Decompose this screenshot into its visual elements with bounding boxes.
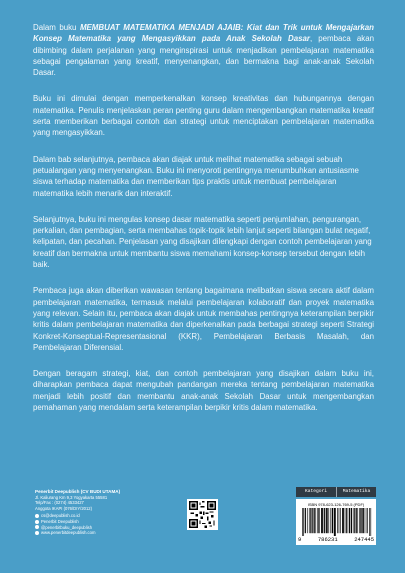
email-text: cs@deepublish.co.id [41,513,80,519]
instagram-text: @penerbitbuku_deepublish [41,524,93,530]
isbn-label: ISBN 978-623-126-769-5 (PDF) [307,502,365,507]
isbn-digit-prefix: 9 [298,536,302,543]
isbn-digits [298,536,374,543]
book-title-emphasis: MEMBUAT MATEMATIKA MENJADI AJAIB: Kiat dan Trik untuk Mengajarkan Konsep Matematika yang Mengasyikkan pada Anak Sekolah Dasar [33,23,374,44]
category-value: Matematika [342,489,371,494]
paragraph-adventure: Dalam bab selanjutnya, pembaca akan diajak untuk melihat matematika sebagai sebuah petualangan yang menyenangkan. Buku ini menyoroti pentingnya menumbuhkan antusiasme siswa terhadap matematika dan memberikan tips praktis untuk membuat pembelajaran matematika lebih menarik dan interaktif. [33,154,359,198]
globe-icon [35,531,39,535]
paragraph-conclusion: Dengan beragam strategi, kiat, dan contoh pembelajaran yang disajikan dalam buku ini, diharapkan pembaca dapat mengubah pandangan mereka tentang pembelajaran matematika menjadi lebih positif dan membantu anak-anak Sekolah Dasar untuk mengembangkan pemahaman yang mendalam serta keterampilan berpikir kritis dalam matematika. [33,369,374,413]
website-row [35,530,120,536]
publisher-info [35,489,120,536]
website-text: www.penerbitdeepublish.com [41,530,96,536]
publisher-address: Jl. Kaliurang Km 9,3 Yogyakarta 55581 [35,494,108,500]
back-cover-blurb [33,22,374,428]
isbn-digit-group-1: 786231 [317,536,338,543]
facebook-icon [35,520,39,524]
qr-code [187,499,218,530]
paragraph-active-learning: Pembaca juga akan diberikan wawasan tentang bagaimana melibatkan siswa secara aktif dalam pembelajaran matematika, termasuk melalui pembelajaran kolaboratif dan proyek matematika yang relevan. Selain itu, pembaca akan diajak untuk membahas pentingnya keterampilan berpikir kritis dalam pembelajaran matematika dan diperkenalkan pada berbagai strategi seperti Strategi Konkret-Konseptual-Representasional (KKR), Pembelajaran Berbasis Masalah, dan Pembelajaran Diferensial. [33,286,374,352]
category-key: Kategori [296,487,337,497]
isbn-digit-group-2: 247445 [354,536,374,543]
email-icon [35,514,39,518]
intro-text-before: Dalam buku [33,23,80,32]
intro-text-after: , pembaca akan dibimbing dalam perjalanan yang menginspirasi untuk menjadikan pembelajaran matematika sebagai pengalaman yang kreatif, menyenangkan, dan bermakna bagi anak-anak Sekolah Dasar. [33,34,374,78]
isbn-barcode [296,499,376,545]
facebook-text: Penerbit Deepublish [41,518,79,524]
publisher-phone: Telp/Fax : (0274) 4533427 [35,500,84,506]
paragraph-basic-concepts: Selanjutnya, buku ini mengulas konsep dasar matematika seperti penjumlahan, pengurangan, perkalian, dan pembagian, serta membahas topik-topik lebih lanjut seperti bilangan bulat negatif, kelipatan, dan pecahan. Penjelasan yang disajikan dilengkapi dengan contoh pembelajaran yang kreatif dan bermakna untuk membantu siswa memahami konsep-konsep tersebut dengan lebih baik. [33,214,372,270]
qr-code-icon [189,501,216,528]
instagram-icon [35,525,39,529]
publisher-name: Penerbit Deepublish (CV BUDI UTAMA) [35,489,121,494]
category-label [296,487,376,497]
intro-paragraph [33,22,374,78]
barcode-icon [302,508,372,536]
publisher-contacts [35,513,120,535]
cover-footer [0,477,405,573]
paragraph-creativity: Buku ini dimulai dengan memperkenalkan konsep kreativitas dan hubungannya dengan matematika. Penulis menjelaskan peran penting guru dalam mengembangkan matematika kreatif serta memberikan berbagai contoh dan strategi untuk menciptakan pembelajaran matematika yang mengasyikkan. [33,94,374,138]
publisher-member: Anggota IKAPI (076/DIY/2012) [35,505,93,511]
